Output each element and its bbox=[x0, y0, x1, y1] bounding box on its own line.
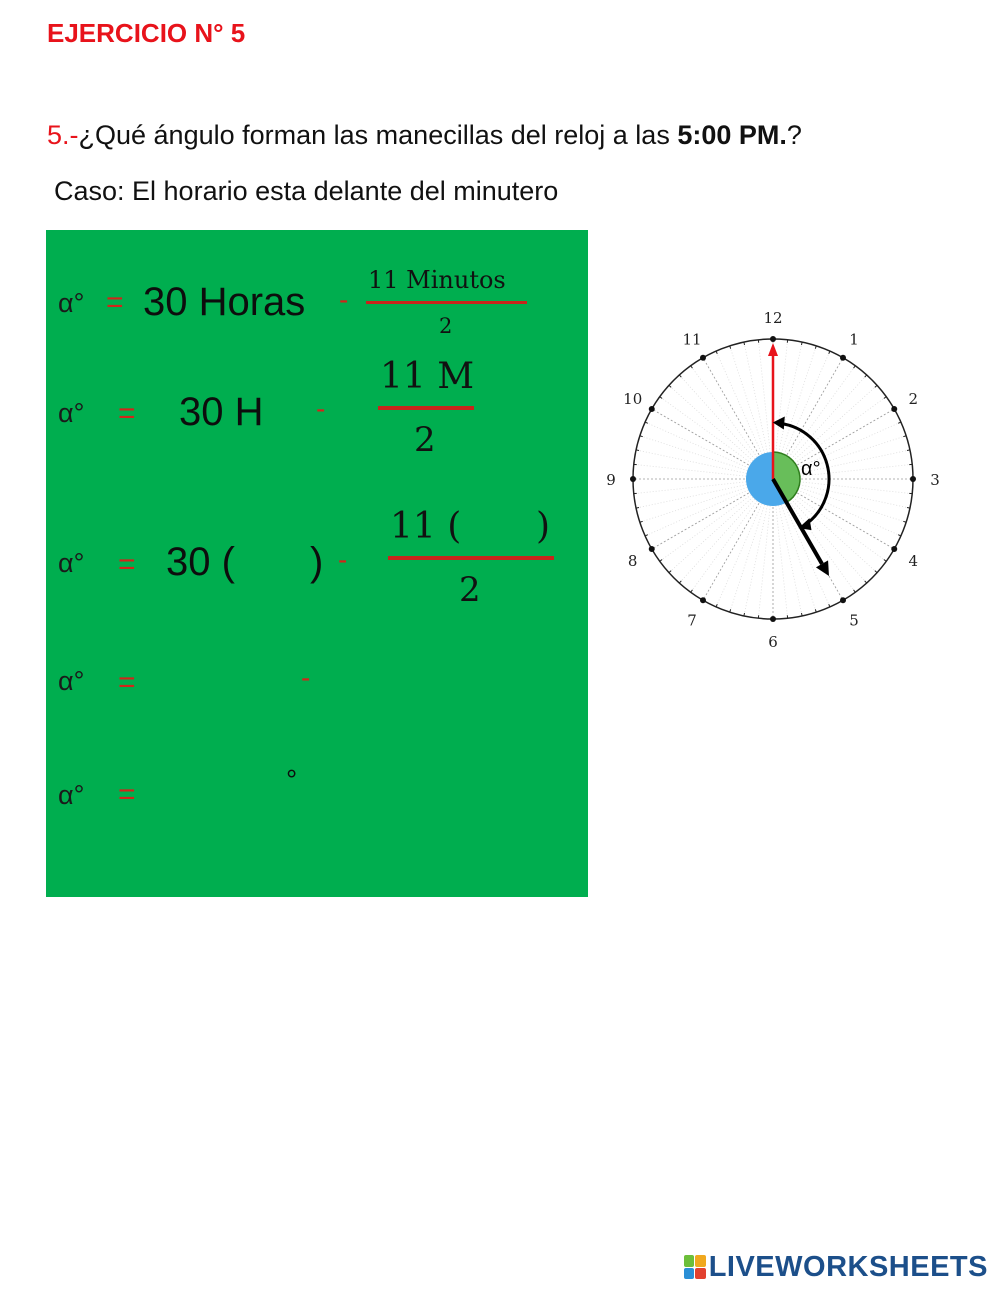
question-number: 5.- bbox=[47, 120, 79, 150]
minute-tick bbox=[636, 450, 639, 451]
hour-dot bbox=[840, 355, 846, 361]
formula-2-left: 30 H bbox=[179, 390, 264, 434]
formula-3-left-open: 30 ( bbox=[166, 540, 235, 584]
minute-tick bbox=[636, 507, 639, 508]
hour-dot bbox=[649, 546, 655, 552]
equals-sign: = bbox=[106, 286, 124, 319]
hour-dot bbox=[891, 406, 897, 412]
formula-2-numerator: 11 M bbox=[380, 356, 475, 397]
question-time: 5:00 PM. bbox=[677, 120, 787, 150]
minute-tick bbox=[669, 385, 671, 387]
minus-sign: - bbox=[316, 393, 326, 424]
clock-number: 6 bbox=[768, 633, 778, 651]
minute-tick bbox=[865, 375, 867, 377]
fraction-bar bbox=[378, 406, 474, 410]
alpha-label: α° bbox=[58, 398, 85, 428]
formula-panel bbox=[46, 230, 588, 897]
clock-number: 2 bbox=[908, 390, 919, 408]
minute-tick bbox=[801, 613, 802, 616]
clock-number: 9 bbox=[606, 471, 616, 489]
formula-3-numerator-close: ) bbox=[536, 506, 551, 547]
equals-sign: = bbox=[118, 397, 136, 430]
minute-tick bbox=[865, 581, 867, 583]
clock-diagram bbox=[606, 296, 946, 656]
clock-number: 12 bbox=[763, 309, 783, 327]
minute-tick bbox=[691, 366, 693, 368]
minute-tick bbox=[645, 422, 648, 423]
minute-tick bbox=[884, 560, 886, 562]
fraction-bar bbox=[366, 301, 527, 304]
logo-text: LIVEWORKSHEETS bbox=[708, 1250, 988, 1283]
question-end: ? bbox=[786, 120, 802, 150]
hour-dot bbox=[840, 597, 846, 603]
minus-sign: - bbox=[339, 284, 349, 315]
equals-sign: = bbox=[118, 548, 136, 581]
case-text: Caso: El horario esta delante del minutero bbox=[54, 176, 559, 206]
clock-number: 3 bbox=[930, 471, 940, 489]
minute-tick bbox=[660, 560, 662, 562]
minute-tick bbox=[691, 590, 693, 592]
question-text bbox=[47, 120, 802, 151]
hour-dot bbox=[891, 546, 897, 552]
minutes-input[interactable] bbox=[468, 510, 534, 550]
hour-dot bbox=[910, 476, 916, 482]
formula-1-numerator: 11 Minutos bbox=[368, 266, 506, 294]
formula-1-denominator: 2 bbox=[439, 314, 453, 338]
minus-sign: - bbox=[301, 662, 311, 693]
equals-sign: = bbox=[118, 778, 136, 811]
formula-3-left-close: ) bbox=[310, 540, 324, 584]
hour-dot bbox=[770, 336, 776, 342]
hour-dot bbox=[700, 597, 706, 603]
minute-hand-arrow bbox=[768, 343, 778, 356]
fraction-bar bbox=[388, 556, 554, 560]
minute-tick bbox=[716, 604, 717, 607]
clock-number: 10 bbox=[623, 390, 643, 408]
alpha-label: α° bbox=[58, 780, 85, 810]
minute-tick bbox=[744, 613, 745, 616]
minute-tick bbox=[875, 385, 877, 387]
minute-tick bbox=[669, 571, 671, 573]
liveworksheets-logo bbox=[684, 1250, 988, 1284]
alpha-label: α° bbox=[58, 288, 85, 318]
degree-symbol: ° bbox=[286, 764, 298, 795]
exercise-title: EJERCICIO N° 5 bbox=[47, 18, 246, 48]
hour-dot bbox=[630, 476, 636, 482]
formula-3-denominator: 2 bbox=[459, 570, 481, 610]
first-term-input[interactable] bbox=[166, 662, 290, 704]
minus-sign: - bbox=[338, 544, 348, 575]
minute-tick bbox=[898, 535, 901, 536]
minute-tick bbox=[854, 366, 856, 368]
minute-tick bbox=[907, 507, 910, 508]
formula-3-numerator-open: 11 ( bbox=[390, 506, 462, 547]
minute-tick bbox=[679, 375, 681, 377]
minute-tick bbox=[898, 422, 901, 423]
clock-number: 7 bbox=[687, 611, 697, 630]
formula-2-denominator: 2 bbox=[414, 420, 436, 460]
clock-number: 4 bbox=[908, 552, 919, 570]
alpha-label: α° bbox=[58, 666, 85, 696]
liveworksheets-logo-icon bbox=[684, 1255, 706, 1279]
minute-tick bbox=[679, 581, 681, 583]
minute-tick bbox=[907, 450, 910, 451]
hour-dot bbox=[700, 355, 706, 361]
clock-number: 5 bbox=[849, 611, 859, 630]
clock-number: 11 bbox=[682, 330, 702, 349]
angle-label: α° bbox=[801, 458, 821, 480]
hours-input[interactable] bbox=[236, 542, 306, 584]
minute-tick bbox=[829, 604, 830, 607]
question-body: ¿Qué ángulo forman las manecillas del reloj a las bbox=[78, 120, 678, 150]
minute-tick bbox=[875, 571, 877, 573]
hour-dot bbox=[770, 616, 776, 622]
minute-tick bbox=[744, 342, 745, 345]
minute-tick bbox=[829, 351, 830, 354]
minute-tick bbox=[884, 397, 886, 399]
answer-input[interactable] bbox=[176, 774, 285, 816]
minute-tick bbox=[645, 535, 648, 536]
alpha-label: α° bbox=[58, 548, 85, 578]
clock-number: 1 bbox=[849, 330, 859, 349]
minute-tick bbox=[801, 342, 802, 345]
minute-tick bbox=[660, 397, 662, 399]
minute-tick bbox=[854, 590, 856, 592]
formula-1-left: 30 Horas bbox=[143, 280, 306, 324]
equals-sign: = bbox=[118, 666, 136, 699]
minute-tick bbox=[716, 351, 717, 354]
hour-dot bbox=[649, 406, 655, 412]
second-term-input[interactable] bbox=[336, 662, 460, 704]
clock-number: 8 bbox=[627, 552, 638, 570]
